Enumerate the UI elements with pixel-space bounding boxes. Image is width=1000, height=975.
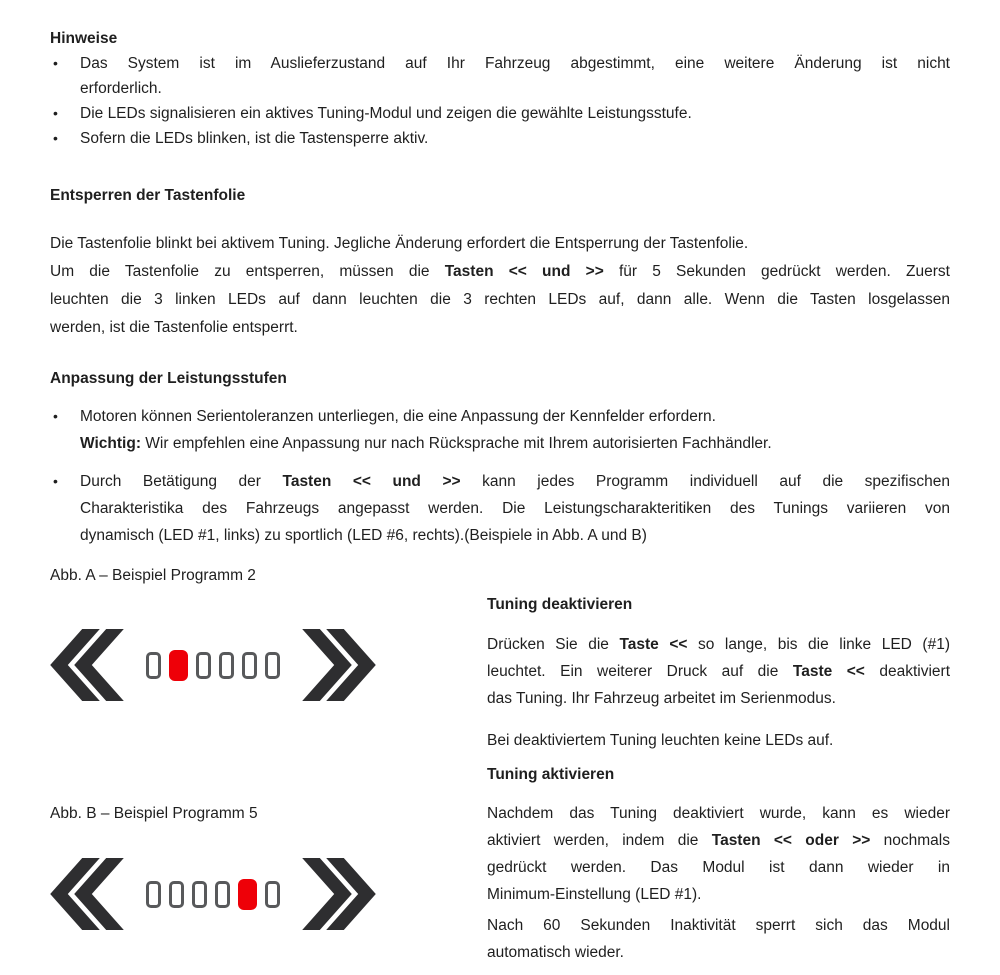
led-4-inactive [219, 652, 234, 679]
text-line [487, 912, 950, 939]
deaktivieren-paragraph-2 [487, 727, 950, 754]
led-strip [146, 879, 280, 910]
text-segment: Nachdem das Tuning deaktiviert wurde, kann es wieder [487, 805, 950, 822]
text-segment: Um die Tastenfolie zu entsperren, müssen die [50, 263, 445, 280]
figure-columns [50, 567, 950, 966]
deaktivieren-paragraph-1 [487, 631, 950, 712]
led-4-inactive [215, 881, 230, 908]
text-segment: automatisch wieder. [487, 944, 624, 961]
chevrons-right-icon [302, 858, 376, 930]
text-line [487, 685, 950, 712]
text-segment: Bei deaktiviertem Tuning leuchten keine LEDs auf. [487, 732, 834, 749]
text-segment: Die Tastenfolie blinkt bei aktivem Tuning. Jegliche Änderung erfordert die Entsperrung der Tastenfolie. [50, 235, 749, 252]
led-display-program-2 [50, 629, 487, 701]
text-line [487, 800, 950, 827]
text-line [80, 468, 950, 495]
text-line [80, 522, 950, 549]
text-segment: Die LEDs signalisieren ein aktives Tuning-Modul und zeigen die gewählte Leistungsstufe. [80, 105, 692, 122]
list-item [50, 101, 950, 126]
list-item [50, 51, 950, 101]
text-segment: werden, ist die Tastenfolie entsperrt. [50, 319, 298, 336]
bold-text-segment: Tasten << und >> [444, 263, 604, 280]
text-line [50, 258, 950, 286]
text-segment: Minimum-Einstellung (LED #1). [487, 886, 702, 903]
chevrons-right-icon [302, 629, 376, 701]
text-line [80, 76, 950, 101]
text-line [50, 314, 950, 342]
hinweise-bullet-list [50, 51, 950, 151]
text-line [80, 495, 950, 522]
tuning-aktivieren-heading: Tuning aktivieren [487, 766, 615, 783]
text-line [487, 854, 950, 881]
instructions-column [487, 567, 950, 966]
list-item [50, 403, 950, 457]
text-line [487, 727, 950, 754]
figure-b-label: Abb. B – Beispiel Programm 5 [50, 805, 258, 822]
anpassung-bullet-list [50, 403, 950, 549]
bold-text-segment: Taste << [792, 663, 865, 680]
text-segment: Sofern die LEDs blinken, ist die Tastensperre aktiv. [80, 130, 429, 147]
bold-text-segment: Taste << [619, 636, 688, 653]
led-1-inactive [146, 881, 161, 908]
bold-text-segment: Tasten << oder >> [711, 832, 871, 849]
led-2-active [169, 650, 188, 681]
led-6-inactive [265, 652, 280, 679]
text-segment: leuchten die 3 linken LEDs auf dann leuchten die 3 rechten LEDs auf, dann alle. Wenn die Tasten losgelassen [50, 291, 950, 308]
text-line [80, 101, 950, 126]
figure-a-label: Abb. A – Beispiel Programm 2 [50, 567, 256, 584]
text-line [487, 658, 950, 685]
text-line [487, 827, 950, 854]
bold-text-segment: Wichtig: [80, 435, 141, 452]
bullet-icon: • [53, 55, 58, 71]
led-5-inactive [242, 652, 257, 679]
text-segment: dynamisch (LED #1, links) zu sportlich (LED #6, rechts).(Beispiele in Abb. A und B) [80, 527, 647, 544]
anpassung-heading: Anpassung der Leistungsstufen [50, 370, 287, 387]
led-display-program-5 [50, 858, 487, 930]
text-line [80, 126, 950, 151]
text-segment: Nach 60 Sekunden Inaktivität sperrt sich das Modul [487, 917, 950, 934]
text-line [487, 939, 950, 966]
text-segment: Charakteristika des Fahrzeugs angepasst werden. Die Leistungscharakteritiken des Tunings variieren von [80, 500, 950, 517]
text-segment: das Tuning. Ihr Fahrzeug arbeitet im Serienmodus. [487, 690, 836, 707]
text-segment: so lange, bis die linke LED (#1) [687, 636, 950, 653]
led-1-inactive [146, 652, 161, 679]
text-segment: Durch Betätigung der [80, 473, 283, 490]
text-segment: erforderlich. [80, 80, 162, 97]
text-segment: deaktiviert [864, 663, 950, 680]
bullet-icon: • [53, 105, 58, 121]
hinweise-heading: Hinweise [50, 30, 118, 47]
led-6-inactive [265, 881, 280, 908]
text-segment: nochmals [870, 832, 950, 849]
aktivieren-paragraph-2 [487, 912, 950, 966]
text-segment: Motoren können Serientoleranzen unterliegen, die eine Anpassung der Kennfelder erfordern. [80, 408, 716, 425]
text-line [487, 631, 950, 658]
text-segment: Wir empfehlen eine Anpassung nur nach Rücksprache mit Ihrem autorisierten Fachhändler. [141, 435, 772, 452]
bold-text-segment: Tasten << und >> [282, 473, 461, 490]
text-line [80, 430, 950, 457]
bullet-icon: • [53, 130, 58, 146]
bullet-icon: • [53, 408, 58, 424]
text-segment: kann jedes Programm individuell auf die spezifischen [460, 473, 950, 490]
bullet-icon: • [53, 473, 58, 489]
aktivieren-paragraph-1 [487, 800, 950, 908]
text-line [80, 403, 950, 430]
entsperren-paragraph [50, 230, 950, 342]
text-segment: gedrückt werden. Das Modul ist dann wieder in [487, 859, 950, 876]
figures-column [50, 567, 487, 966]
led-2-inactive [169, 881, 184, 908]
text-line [50, 230, 950, 258]
led-3-inactive [192, 881, 207, 908]
text-line [487, 881, 950, 908]
list-item [50, 468, 950, 549]
chevrons-left-icon [50, 858, 124, 930]
chevrons-left-icon [50, 629, 124, 701]
text-segment: Drücken Sie die [487, 636, 620, 653]
tuning-deaktivieren-heading: Tuning deaktivieren [487, 596, 633, 613]
led-5-active [238, 879, 257, 910]
text-segment: aktiviert werden, indem die [487, 832, 712, 849]
entsperren-heading: Entsperren der Tastenfolie [50, 187, 246, 204]
led-3-inactive [196, 652, 211, 679]
text-line [80, 51, 950, 76]
text-segment: Das System ist im Auslieferzustand auf Ihr Fahrzeug abgestimmt, eine weitere Änderung ist nicht [80, 55, 950, 72]
text-line [50, 286, 950, 314]
led-strip [146, 650, 280, 681]
text-segment: leuchtet. Ein weiterer Druck auf die [487, 663, 793, 680]
list-item [50, 126, 950, 151]
text-segment: für 5 Sekunden gedrückt werden. Zuerst [603, 263, 950, 280]
